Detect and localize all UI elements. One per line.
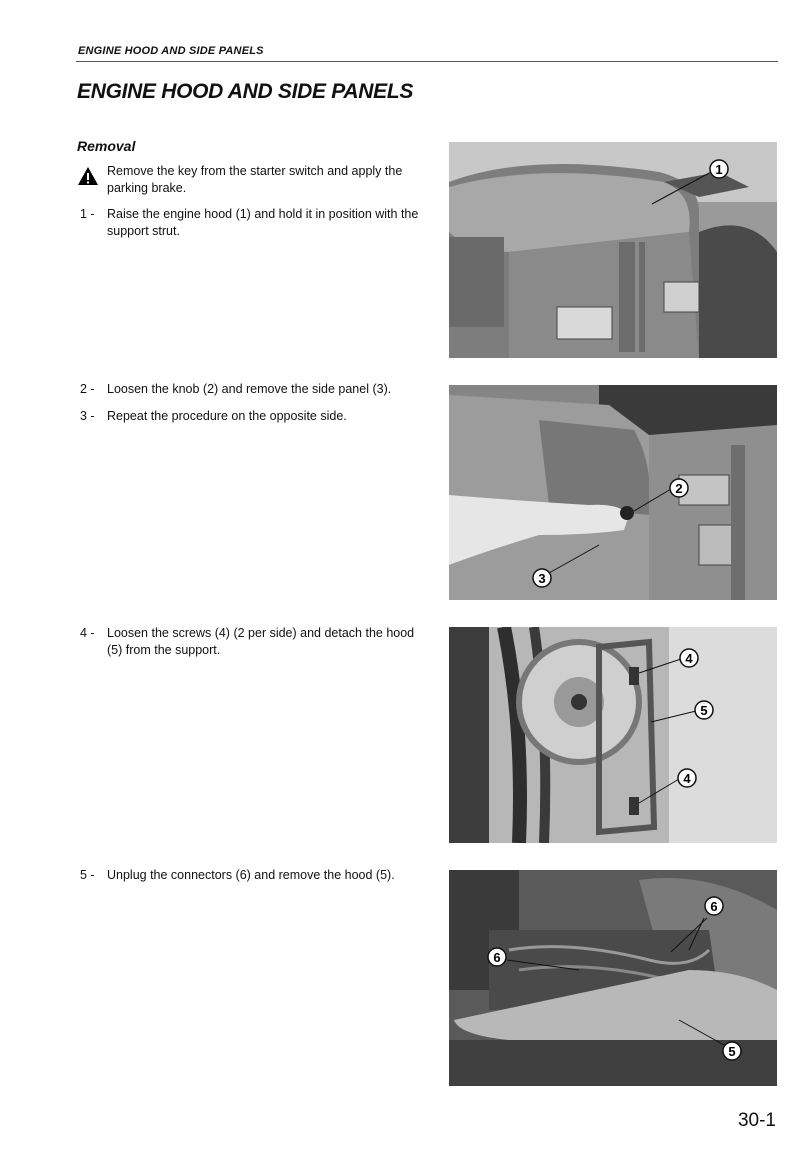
callout-label: 3 <box>538 571 546 586</box>
step-number: 1 - <box>80 207 95 221</box>
warning-text: Remove the key from the starter switch and apply the parking brake. <box>107 164 403 195</box>
step-number: 5 - <box>80 868 95 882</box>
photo-hood-screws <box>449 627 777 843</box>
callout-label: 4 <box>685 651 693 666</box>
step-text: Unplug the connectors (6) and remove the hood (5). <box>107 868 395 882</box>
callout-label: 6 <box>710 899 718 914</box>
photo-side-panel <box>449 385 777 600</box>
photo-hood-raised <box>449 142 777 358</box>
running-header: ENGINE HOOD AND SIDE PANELS <box>78 45 264 57</box>
warning-triangle-icon <box>77 166 99 186</box>
callout-label: 2 <box>675 481 683 496</box>
page-title: ENGINE HOOD AND SIDE PANELS <box>77 80 414 103</box>
header-divider <box>76 61 778 62</box>
section-title: Removal <box>77 138 136 154</box>
step-text: Repeat the procedure on the opposite side. <box>107 409 347 423</box>
callout-label: 5 <box>728 1044 736 1059</box>
page-number: 30-1 <box>737 1110 776 1131</box>
callout-label: 6 <box>493 950 501 965</box>
callout-label: 1 <box>715 162 723 177</box>
step-number: 2 - <box>80 382 95 396</box>
callout-label: 4 <box>683 771 691 786</box>
step-number: 3 - <box>80 409 95 423</box>
step-number: 4 - <box>80 626 95 640</box>
step-text: Raise the engine hood (1) and hold it in position with the support strut. <box>107 207 419 238</box>
callout-label: 5 <box>700 703 708 718</box>
step-text: Loosen the screws (4) (2 per side) and detach the hood (5) from the support. <box>107 626 415 657</box>
step-text: Loosen the knob (2) and remove the side panel (3). <box>107 382 392 396</box>
photo-connectors <box>449 870 777 1086</box>
